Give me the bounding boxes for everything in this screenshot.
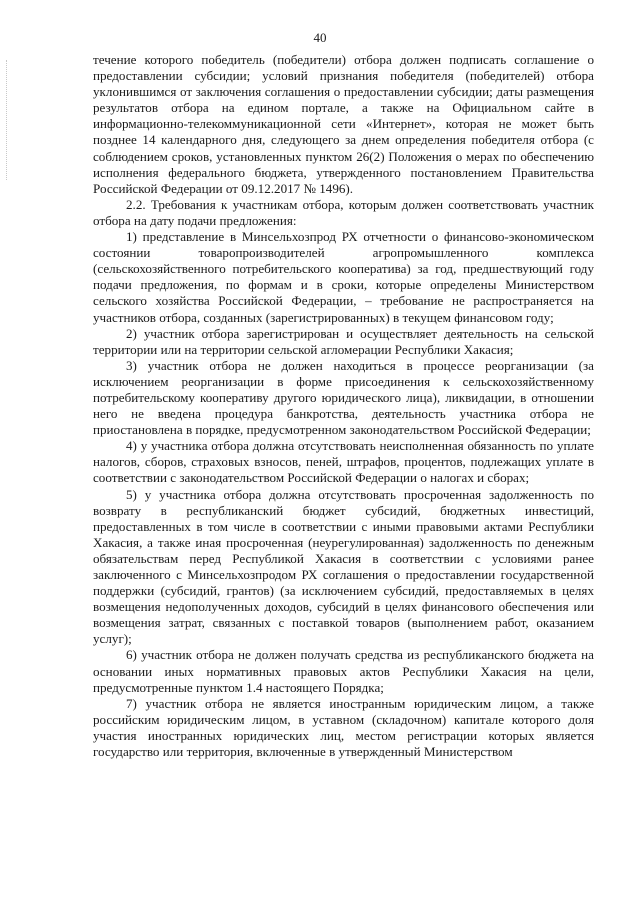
paragraph-item-2: 2) участник отбора зарегистрирован и осуществляет деятельность на сельской территории или на территории сельской агломерации Республики Хакасия; xyxy=(93,325,594,357)
paragraph-item-3: 3) участник отбора не должен находиться в процессе реорганизации (за исключением реорганизации в форме присоединения к сельскохозяйственному потребительскому кооперативу другого юридического лица), ликвидации, в отношении него не введена процедура банкротства, деятельность участника отбора не приостановлена в порядке, предусмотренном законодательством Российской Федерации; xyxy=(93,357,594,438)
page-number: 40 xyxy=(313,30,327,45)
paragraph-item-1: 1) представление в Минсельхозпрод РХ отчетности о финансово-экономическом состоянии товаропроизводителей агропромышленного комплекса (сельскохозяйственного потребительского кооператива) за год, предшествующий году подачи предложения, по формам и в сроки, которые определены Министерством сельского хозяйства Российской Федерации, – требование не распространяется на участников отбора, созданных (зарегистрированных) в текущем финансовом году; xyxy=(93,229,594,325)
paragraph-continuation: течение которого победитель (победители) отбора должен подписать соглашение о предоставлении субсидии; условий признания победителя (победителей) отбора уклонившимся от заключения соглашения о предоставлении субсидии; даты размещения результатов отбора на едином портале, а также на Официальном сайте в информационно-телекоммуникационной сети «Интернет», которая не может быть позднее 14 календарного дня, следующего за днем определения победителя отбора (с соблюдением сроков, установленных пунктом 26(2) Положения о мерах по обеспечению исполнения федерального бюджета, утвержденного постановлением Правительства Российской Федерации от 09.12.2017 № 1496). xyxy=(93,52,594,196)
paragraph-item-5: 5) у участника отбора должна отсутствовать просроченная задолженность по возврату в республиканский бюджет субсидий, бюджетных инвестиций, предоставленных в том числе в соответствии с иными правовыми актами Республики Хакасия, а также иная просроченная (неурегулированная) задолженность по денежным обязательствам перед Республикой Хакасия в соответствии с условиями ранее заключенного с Минсельхозпродом РХ соглашения о предоставлении государственной поддержки (субсидий, грантов) (за исключением субсидий, предоставляемых в целях возмещения недополученных доходов, субсидий в целях финансового обеспечения или возмещения затрат, связанных с поставкой товаров (выполнением работ, оказанием услуг); xyxy=(93,486,594,647)
paragraph-item-7: 7) участник отбора не является иностранным юридическим лицом, а также российским юридическим лицом, в уставном (складочном) капитале которого доля участия иностранных юридических лиц, местом регистрации которых является государство или территория, включенные в утвержденный Министерством xyxy=(93,695,594,760)
paragraph-item-6: 6) участник отбора не должен получать средства из республиканского бюджета на основании иных нормативных правовых актов Республики Хакасия на цели, предусмотренные пунктом 1.4 настоящего Порядка; xyxy=(93,647,594,695)
document-body xyxy=(93,52,594,760)
scan-margin-mark xyxy=(6,60,8,180)
paragraph-item-4: 4) у участника отбора должна отсутствовать неисполненная обязанность по уплате налогов, сборов, страховых взносов, пеней, штрафов, процентов, подлежащих уплате в соответствии с законодательством Российской Федерации о налогах и сборах; xyxy=(93,438,594,486)
paragraph-requirements-intro: 2.2. Требования к участникам отбора, которым должен соответствовать участник отбора на дату подачи предложения: xyxy=(93,196,594,228)
